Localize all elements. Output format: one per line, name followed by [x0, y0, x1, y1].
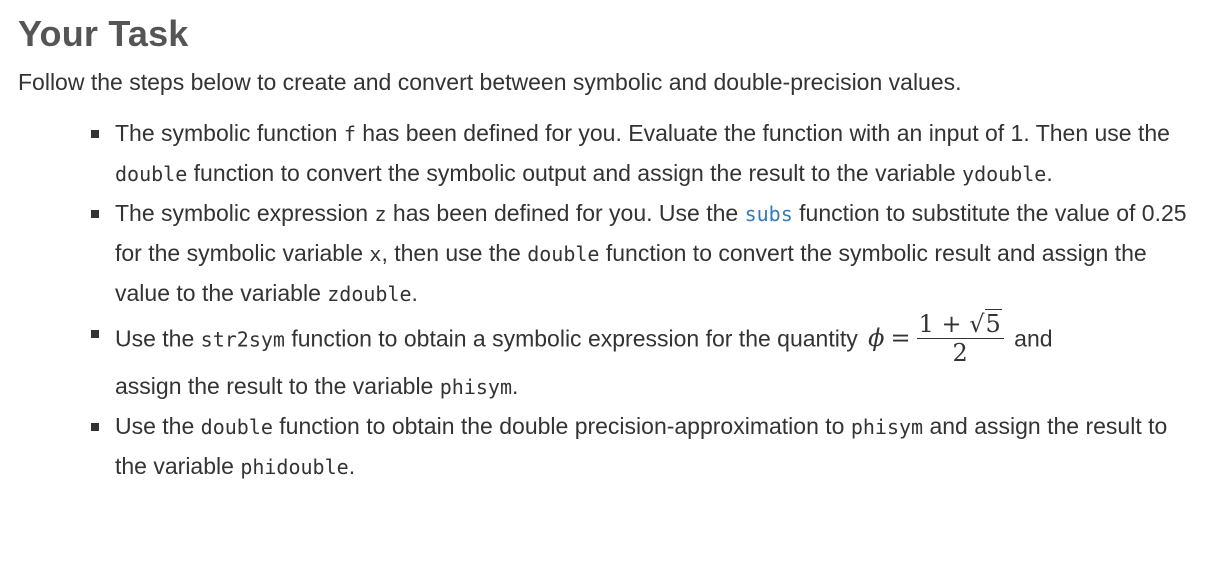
bullet-icon [91, 210, 99, 218]
task-panel [18, 12, 1203, 487]
fraction-numerator: 1 + √5 [917, 312, 1004, 339]
fraction-denominator: 2 [952, 339, 968, 367]
code-ydouble: ydouble [962, 162, 1047, 186]
code-phidouble: phidouble [240, 455, 349, 479]
bullet-icon [91, 423, 99, 431]
equals-sign: = [890, 324, 911, 352]
radicand: 5 [985, 310, 1001, 338]
code-z: z [374, 202, 387, 226]
code-x: x [369, 242, 382, 266]
code-phisym: phisym [439, 375, 512, 399]
code-f: f [343, 122, 356, 146]
list-item-step-4: Use the double function to obtain the double precision-approximation to phisym and assign the result to the variable phidouble. [115, 407, 1203, 487]
code-double: double [527, 242, 600, 266]
list-item-step-2: The symbolic expression z has been defined for you. Use the subs function to substitute the value of 0.25 for the symbolic variable x, then use the double function to convert the symbolic result and assign the value to the variable zdouble. [115, 194, 1203, 314]
subs-link[interactable]: subs [744, 202, 793, 226]
bullet-icon [91, 330, 99, 338]
code-phisym: phisym [850, 415, 924, 439]
code-double: double [115, 162, 188, 186]
code-zdouble: zdouble [327, 282, 412, 306]
sqrt-icon: √ [969, 310, 985, 338]
list-item-step-1: The symbolic function f has been defined for you. Evaluate the function with an input of 1. Then use the double function to convert the symbolic output and assign the result to the variable ydouble. [115, 114, 1203, 194]
steps-list [18, 114, 1203, 487]
code-double: double [200, 415, 273, 439]
page-title: Your Task [18, 13, 189, 54]
bullet-icon [91, 130, 99, 138]
list-item-step-3: Use the str2sym function to obtain a symbolic expression for the quantity ϕ = $\frac{1 + √5}{2}$ and assign the result to the variable phisym. [115, 314, 1203, 407]
phi-symbol: ϕ [868, 324, 885, 352]
intro-text: Follow the steps below to create and convert between symbolic and double-precision values. [18, 69, 962, 95]
phi-formula [868, 312, 1004, 365]
fraction [917, 312, 1004, 365]
code-str2sym: str2sym [200, 327, 285, 352]
